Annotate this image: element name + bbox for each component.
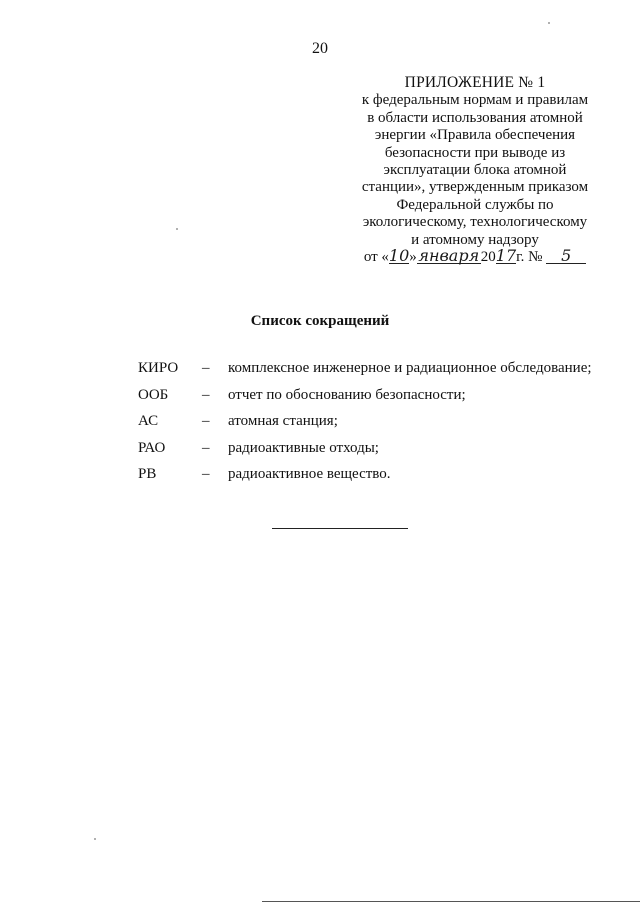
handwritten-month: января — [418, 246, 480, 266]
abbr-definition: радиоактивное вещество. — [228, 466, 391, 482]
date-mid: » — [409, 249, 417, 266]
appendix-header — [340, 74, 610, 266]
abbr-definition: радиоактивные отходы; — [228, 439, 379, 456]
handwritten-year: 17 — [495, 246, 517, 266]
handwritten-day: 10 — [388, 246, 410, 266]
scan-speck — [94, 838, 96, 840]
appendix-line: Федеральной службы по — [396, 196, 554, 213]
appendix-line: к федеральным нормам и правилам — [361, 92, 589, 109]
list-item — [0, 360, 640, 387]
abbr-term: АС — [138, 413, 159, 429]
list-item — [0, 413, 640, 440]
list-title: Список сокращений — [250, 313, 390, 329]
abbr-term: РВ — [138, 466, 157, 482]
appendix-title: ПРИЛОЖЕНИЕ № 1 — [404, 74, 546, 91]
appendix-line: эксплуатации блока атомной — [383, 162, 567, 179]
page-number: 20 — [312, 40, 328, 57]
scan-speck — [548, 22, 550, 24]
after-year: г. № — [516, 249, 543, 266]
abbr-term: РАО — [138, 439, 166, 456]
abbr-dash: – — [202, 439, 210, 456]
abbr-dash: – — [202, 413, 210, 429]
order-date-line — [340, 246, 610, 266]
appendix-line: экологическому, технологическому — [362, 214, 588, 231]
abbr-definition: атомная станция; — [228, 413, 338, 429]
page-edge-line — [262, 901, 640, 902]
abbr-dash: – — [202, 360, 210, 376]
appendix-line: безопасности при выводе из — [384, 144, 566, 161]
abbr-dash: – — [202, 466, 210, 482]
list-item — [0, 387, 640, 414]
year-prefix: 20 — [480, 249, 496, 266]
abbr-term: КИРО — [138, 360, 179, 376]
appendix-line: энергии «Правила обеспечения — [374, 127, 576, 144]
appendix-line: станции», утвержденным приказом — [361, 179, 589, 196]
end-divider — [272, 528, 408, 529]
list-item — [0, 440, 640, 467]
abbr-definition: комплексное инженерное и радиационное обследование; — [228, 360, 592, 376]
abbr-definition: отчет по обоснованию безопасности; — [228, 386, 466, 403]
appendix-line: и атомному надзору — [411, 231, 539, 248]
scan-speck — [176, 228, 178, 230]
appendix-line: в области использования атомной — [367, 109, 583, 126]
abbreviation-list — [0, 360, 640, 493]
list-item — [0, 466, 640, 493]
abbr-term: ООБ — [138, 386, 169, 403]
abbr-dash: – — [202, 386, 210, 403]
handwritten-order-number: 5 — [546, 249, 586, 264]
date-prefix: от « — [363, 249, 389, 266]
